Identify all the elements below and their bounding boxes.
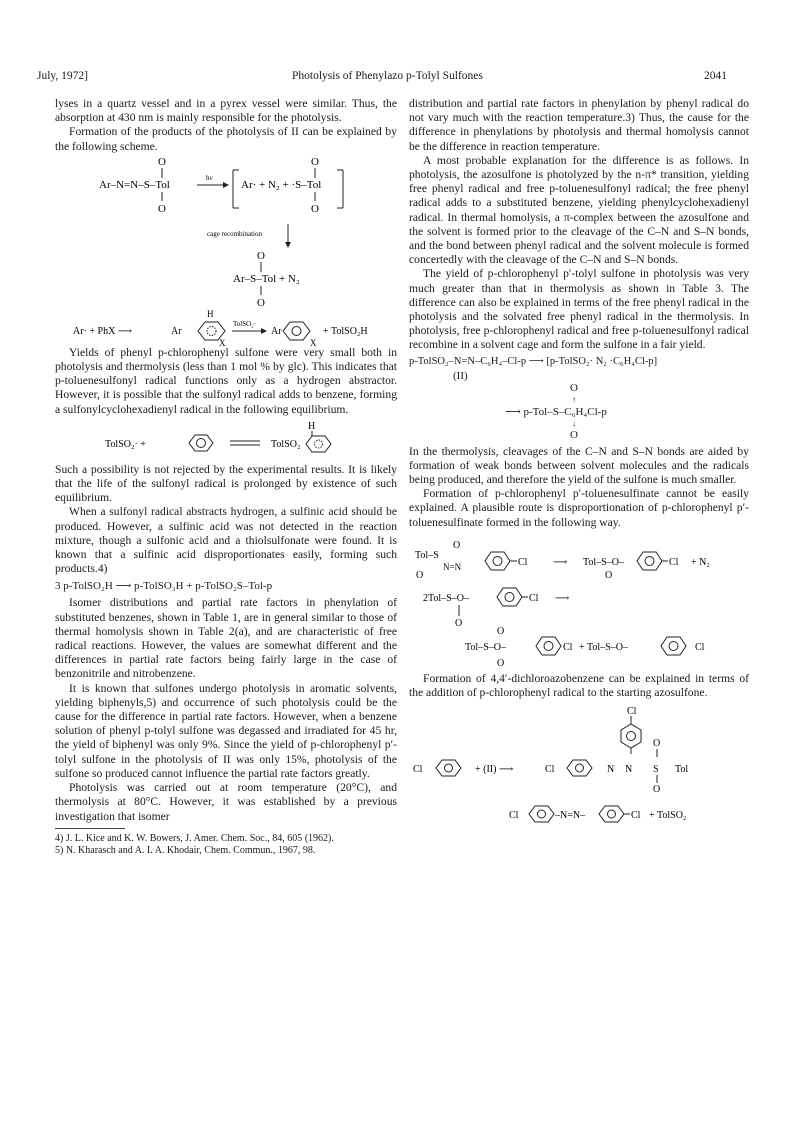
footnote-divider	[55, 828, 125, 829]
cage-recombination-scheme	[409, 353, 749, 445]
left-column	[55, 97, 397, 857]
sulfonate-label: Tol–S–O–	[465, 641, 506, 653]
running-title: Photolysis of Phenylazo p-Tolyl Sulfones	[292, 70, 483, 82]
sulfone-label: Ar–S–Tol + N₂	[233, 272, 300, 285]
oxygen-label: O	[257, 296, 265, 309]
azobenzene-scheme	[409, 702, 749, 840]
bond-arrow-icon: ↓	[572, 418, 576, 428]
chloro-label: Cl	[509, 810, 519, 822]
equilibrium-equation	[55, 419, 397, 461]
benzene-ring-icon	[189, 435, 213, 451]
chloro-label: Cl	[695, 641, 705, 653]
benzene-ring-icon	[567, 760, 592, 776]
paragraph: Formation of p-chlorophenyl p′-toluenesulfinate cannot be easily explained. A plausible route is disproportionation of p-chlorophenyl p′-toluenesulfinate formed in the following way.	[409, 487, 749, 529]
azo-label: –N=N–	[555, 810, 586, 822]
oxygen-label: O	[453, 539, 461, 551]
oxygen-label: O	[455, 617, 463, 629]
azo-label: N=N	[443, 561, 462, 572]
oxygen-label: O	[158, 155, 166, 168]
tol-s-label: Tol–S	[415, 549, 439, 561]
chloro-label: Cl	[563, 641, 573, 653]
benzene-ring-icon	[283, 322, 310, 340]
tolso2-label: TolSO₂	[271, 438, 301, 450]
benzene-ring-icon	[536, 637, 561, 655]
reaction-arrow: ⟶	[553, 556, 568, 568]
sulfinate-scheme	[409, 534, 749, 668]
compound-label: (II)	[453, 369, 468, 382]
hydrogen-label: H	[207, 308, 214, 319]
reagent-label: + (II) ⟶	[475, 764, 514, 776]
paragraph: When a sulfonyl radical abstracts hydrogen, a sulfinic acid should be produced. However, a sulfinic acid was not detected in the reaction mixture, though a sulfonic acid and a thiolsulfonate were found. It is known that a sulfinic acid disproportionates easily, forming such products.4)	[55, 505, 397, 576]
benzene-ring-icon	[306, 436, 331, 452]
benzene-ring-icon	[599, 806, 624, 822]
paragraph: lyses in a quartz vessel and in a pyrex vessel were similar. Thus, the absorption at 430 nm is mainly responsible for the photolysis.	[55, 97, 397, 125]
chloro-label: Cl	[545, 764, 555, 776]
tolso2-label: + TolSO₂	[649, 810, 687, 822]
benzene-ring-icon	[529, 806, 554, 822]
scheme-photolysis	[55, 155, 397, 348]
oxygen-label: O	[605, 569, 613, 581]
footnote: 5) N. Kharasch and A. I. A. Khodair, Chem. Commun., 1967, 98.	[55, 844, 316, 856]
chloro-label: Cl	[413, 764, 423, 776]
thiolsulfonate-label: + Tol–S–O–	[579, 641, 628, 653]
footnote: 4) J. L. Kice and K. W. Bowers, J. Amer. Chem. Soc., 84, 605 (1962).	[55, 832, 334, 844]
benzene-ring-icon	[637, 552, 662, 570]
paragraph: Formation of the products of the photolysis of II can be explained by the following scheme.	[55, 125, 397, 153]
azosulfone-equation: p-TolSO₂–N=N–C₆H₄–Cl-p ⟶ [p-TolSO₂· N₂ ·C₆H₄Cl-p]	[409, 355, 658, 367]
header-left: July, 1972]	[37, 70, 89, 82]
sulfinate-label: Tol–S–O–	[583, 556, 624, 568]
sulfur-label: S	[653, 764, 659, 776]
sulfone-product: ⟶ p-Tol–S–C₆H₄Cl-p	[505, 405, 607, 418]
paragraph: Such a possibility is not rejected by the experimental results. It is likely that the life of the sulfonyl radical is prolonged by existence of such equilibrium.	[55, 462, 397, 505]
benzene-ring-icon	[485, 552, 510, 570]
tolyl-label: Tol	[675, 764, 689, 776]
oxygen-label: O	[653, 784, 661, 796]
paragraph: In the thermolysis, cleavages of the C–N and S–N bonds are aided by formation of weak bonds between solvent molecules and the radicals being produced, and therefore the yield of the sulfone is much smaller.	[409, 444, 749, 487]
oxygen-label: O	[311, 155, 319, 168]
chloro-label: Cl	[627, 706, 637, 718]
paragraph: A most probable explanation for the difference is as follows. In photolysis, the azosulfone is photolyzed by the n-π* transition, yielding free phenyl radical and free p-toluenesulfonyl radical; the free phenyl radical adds to a substituted benzene, yielding phenylcyclohexadienyl radical. In thermal homolysis, a π-complex between the azosulfone and the solvent is formed prior to the cleavage of the C–N and S–N bonds, and the bond between phenyl radical and the solvent molecule is formed concertedly with the cleavage of the C–N and S–N bonds.	[409, 153, 749, 267]
nitrogen-label: N	[607, 764, 615, 776]
paragraph: The yield of p-chlorophenyl p′-tolyl sulfone in photolysis was very much greater than that in thermolysis as shown in Table 3. The difference can also be explained in terms of the free phenyl radical in the photolysis and the solvated free phenyl radical in the thermolysis. In photolysis, free p-chlorophenyl radical and free p-toluenesulfonyl radical recombine in a solvent cage and form the sulfone in a fair yield.	[409, 267, 749, 352]
benzene-ring-icon	[621, 724, 641, 748]
right-column	[409, 97, 749, 840]
tolso2h-label: + TolSO₂H	[323, 325, 368, 337]
ar-label: Ar	[171, 325, 182, 337]
paragraph: Yields of phenyl p-chlorophenyl sulfone were very small both in photolysis and thermolysis (less than 1 mol % by glc). This indicates that p-toluenesulfonyl radical functions only as a hydrogen abstractor. However, it is possible that the sulfonyl radical adds to benzene, forming a sulfonylcyclohexadienyl radical in the following equilibrium.	[55, 345, 397, 416]
tolso2-label: TolSO₂·	[233, 319, 256, 328]
nitrogen-product: + N₂	[691, 556, 710, 568]
benzene-ring-icon	[497, 588, 522, 606]
tolso2-radical-label: TolSO₂· +	[105, 438, 146, 450]
benzene-ring-icon	[661, 637, 686, 655]
chloro-label: Cl	[518, 556, 528, 568]
chloro-label: Cl	[631, 810, 641, 822]
disproportionation-equation: 3 p-TolSO₂H ⟶ p-TolSO₃H + p-TolSO₂S–Tol-p	[55, 580, 273, 593]
oxygen-label: O	[158, 202, 166, 215]
substituent-label: X	[219, 337, 226, 348]
phenylation-label: Ar· + PhX ⟶	[73, 325, 133, 337]
cage-label: cage recombination	[207, 229, 263, 238]
oxygen-label: O	[497, 625, 505, 637]
paragraph: Isomer distributions and partial rate factors in phenylation of substituted benzenes, shown in Table 1, are in general similar to those of thermal homolysis shown in Table 2(a), and are characteristic of free radical reactions. However, the values are somewhat different and the differences in partial rate factors being fairly large in the case of benzonitrile and nitrobenzene.	[55, 596, 397, 681]
paragraph: distribution and partial rate factors in phenylation by phenyl radical do not vary much with the reaction temperature.3) Thus, the cause for the difference in phenylations by photolysis and thermal homolysis cannot be the difference in reaction temperature.	[409, 97, 749, 153]
reaction-arrow: ⟶	[555, 592, 570, 604]
oxygen-label: O	[653, 738, 661, 750]
oxygen-label: O	[497, 657, 505, 669]
azosulfone-label: Ar–N=N–S–Tol	[99, 178, 170, 191]
chloro-label: Cl	[669, 556, 679, 568]
ar-label: Ar	[271, 325, 282, 337]
page-number: 2041	[704, 70, 727, 82]
oxygen-label: O	[311, 202, 319, 215]
nitrogen-label: N	[625, 764, 633, 776]
substituent-label: X	[310, 337, 317, 348]
oxygen-label: O	[416, 569, 424, 581]
hv-label: hν	[206, 173, 213, 182]
radicals-label: Ar· + N₂ + ·S–Tol	[241, 178, 322, 191]
bond-arrow-icon: ↑	[572, 394, 576, 404]
sulfinate-label: 2Tol–S–O–	[423, 592, 469, 604]
hydrogen-label: H	[308, 420, 316, 432]
oxygen-label: O	[257, 249, 265, 262]
oxygen-label: O	[570, 381, 578, 394]
chloro-label: Cl	[529, 592, 539, 604]
benzene-ring-icon	[436, 760, 461, 776]
paragraph: Photolysis was carried out at room temperature (20°C), and thermolysis at 80°C. However, it was established by a previous investigation that isomer	[55, 781, 397, 823]
paragraph: It is known that sulfones undergo photolysis in aromatic solvents, yielding biphenyls,5) and occurrence of such photolysis could be the cause for the difference in partial rate factors. However, when a benzene solution of phenyl p-tolyl sulfone was degassed and irradiated for 45 hr, the yield of biphenyl was only 9%. Since the yield of p-chlorophenyl p′-tolyl sulfone in the photolysis of II was only 15%, photolysis of the sulfone so produced cannot influence the partial rate factors greatly.	[55, 681, 397, 780]
paragraph: Formation of 4,4′-dichloroazobenzene can be explained in terms of the addition of p-chlorophenyl radical to the starting azosulfone.	[409, 671, 749, 700]
oxygen-label: O	[570, 428, 578, 441]
